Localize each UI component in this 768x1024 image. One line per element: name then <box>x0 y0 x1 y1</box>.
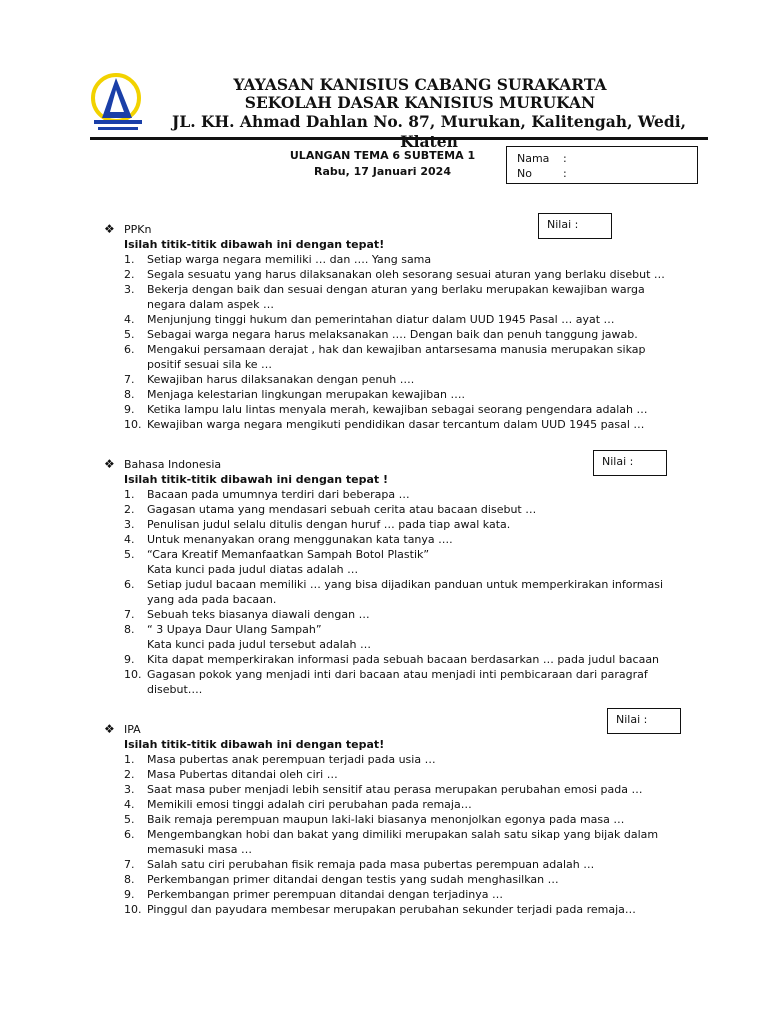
question-item <box>104 577 667 607</box>
question-number: 7. <box>124 373 135 386</box>
question-item <box>104 402 667 417</box>
question-number: 5. <box>124 328 135 341</box>
question-item <box>104 667 667 697</box>
question-item <box>104 622 667 652</box>
question-list <box>104 752 667 917</box>
question-text: Kewajiban harus dilaksanakan dengan penuh …. <box>147 373 415 386</box>
score-box-ipa: Nilai : <box>607 708 681 734</box>
section-ipa <box>104 722 667 917</box>
question-number: 2. <box>124 768 135 781</box>
question-text: Kita dapat memperkirakan informasi pada sebuah bacaan berdasarkan … pada judul bacaan <box>147 653 660 666</box>
question-number: 9. <box>124 403 135 416</box>
question-item <box>104 312 667 327</box>
question-number: 6. <box>124 343 135 356</box>
question-text: Masa Pubertas ditandai oleh ciri … <box>147 768 338 781</box>
diamond-bullet-icon: ❖ <box>104 722 115 736</box>
question-number: 4. <box>124 798 135 811</box>
question-item <box>104 752 667 767</box>
question-number: 6. <box>124 828 135 841</box>
question-number: 5. <box>124 548 135 561</box>
question-number: 1. <box>124 488 135 501</box>
question-item <box>104 282 667 312</box>
section-instruction: Isilah titik-titik dibawah ini dengan tepat! <box>124 238 385 251</box>
question-text: Kewajiban warga negara mengikuti pendidikan dasar tercantum dalam UUD 1945 pasal … <box>147 418 645 431</box>
question-text: Segala sesuatu yang harus dilaksanakan oleh sesorang sesuai aturan yang berlaku disebut … <box>147 268 665 281</box>
question-text: Bekerja dengan baik dan sesuai dengan aturan yang berlaku merupakan kewajiban warga negara dalam aspek … <box>147 283 645 311</box>
question-text: “Cara Kreatif Memanfaatkan Sampah Botol Plastik” <box>147 548 430 561</box>
question-number: 5. <box>124 813 135 826</box>
question-number: 10. <box>124 668 142 681</box>
question-text: Perkembangan primer perempuan ditandai dengan terjadinya … <box>147 888 504 901</box>
question-number: 8. <box>124 623 135 636</box>
question-number: 4. <box>124 313 135 326</box>
section-ppkn <box>104 222 667 432</box>
question-text: Gagasan pokok yang menjadi inti dari bacaan atau menjadi inti pembicaraan dari paragraf disebut…. <box>147 668 648 696</box>
question-item <box>104 517 667 532</box>
section-title: PPKn <box>124 223 152 236</box>
question-text: Baik remaja perempuan maupun laki-laki biasanya menonjolkan egonya pada masa … <box>147 813 625 826</box>
score-box-ppkn: Nilai : <box>538 213 612 239</box>
question-item <box>104 532 667 547</box>
question-text: Masa pubertas anak perempuan terjadi pada usia … <box>147 753 436 766</box>
school-address: JL. KH. Ahmad Dahlan No. 87, Murukan, Kalitengah, Wedi, Klaten <box>171 112 686 151</box>
question-text: Untuk menanyakan orang menggunakan kata tanya …. <box>147 533 453 546</box>
question-item <box>104 902 667 917</box>
exam-date: Rabu, 17 Januari 2024 <box>314 165 451 178</box>
question-number: 7. <box>124 858 135 871</box>
question-number: 10. <box>124 418 142 431</box>
question-item <box>104 417 667 432</box>
question-item <box>104 267 667 282</box>
question-number: 9. <box>124 653 135 666</box>
question-item <box>104 607 667 622</box>
question-text: “ 3 Upaya Daur Ulang Sampah” <box>147 623 322 636</box>
question-number: 7. <box>124 608 135 621</box>
question-number: 2. <box>124 268 135 281</box>
question-item <box>104 797 667 812</box>
school-name: SEKOLAH DASAR KANISIUS MURUKAN <box>244 93 596 112</box>
question-number: 3. <box>124 518 135 531</box>
question-list <box>104 487 667 697</box>
question-item <box>104 872 667 887</box>
foundation-name: YAYASAN KANISIUS CABANG SURAKARTA <box>233 75 607 94</box>
question-item <box>104 372 667 387</box>
question-text: Mengembangkan hobi dan bakat yang dimiliki merupakan salah satu sikap yang bijak dalam memasuki masa … <box>147 828 659 856</box>
question-number: 2. <box>124 503 135 516</box>
question-number: 9. <box>124 888 135 901</box>
header-divider <box>90 137 708 140</box>
question-text: Ketika lampu lalu lintas menyala merah, kewajiban sebagai seorang pengendara adalah … <box>147 403 648 416</box>
question-text: Pinggul dan payudara membesar merupakan perubahan sekunder terjadi pada remaja… <box>147 903 636 916</box>
question-text: Sebuah teks biasanya diawali dengan … <box>147 608 370 621</box>
question-item <box>104 487 667 502</box>
question-number: 3. <box>124 283 135 296</box>
question-text: Mengakui persamaan derajat , hak dan kewajiban antarsesama manusia merupakan sikap positif sesuai sila ke … <box>147 343 646 371</box>
question-item <box>104 857 667 872</box>
question-item <box>104 387 667 402</box>
question-item <box>104 342 667 372</box>
question-text: Sebagai warga negara harus melaksanakan …. Dengan baik dan penuh tanggung jawab. <box>147 328 638 341</box>
question-text: Setiap warga negara memiliki … dan …. Yang sama <box>147 253 432 266</box>
question-text: Menjunjung tinggi hukum dan pemerintahan diatur dalam UUD 1945 Pasal … ayat … <box>147 313 615 326</box>
section-title: IPA <box>124 723 141 736</box>
school-header <box>90 72 710 151</box>
question-item <box>104 887 667 902</box>
score-box-bahasa: Nilai : <box>593 450 667 476</box>
question-text: Gagasan utama yang mendasari sebuah cerita atau bacaan disebut … <box>147 503 537 516</box>
question-text: Menjaga kelestarian lingkungan merupakan kewajiban …. <box>147 388 465 401</box>
question-number: 8. <box>124 388 135 401</box>
question-subtext: Kata kunci pada judul diatas adalah … <box>147 563 359 576</box>
section-title: Bahasa Indonesia <box>124 458 222 471</box>
name-colon: : <box>563 152 567 165</box>
question-number: 10. <box>124 903 142 916</box>
question-item <box>104 547 667 577</box>
identity-box <box>506 146 698 184</box>
question-text: Bacaan pada umumnya terdiri dari beberapa … <box>147 488 410 501</box>
question-text: Penulisan judul selalu ditulis dengan huruf … pada tiap awal kata. <box>147 518 511 531</box>
section-instruction: Isilah titik-titik dibawah ini dengan tepat! <box>124 738 385 751</box>
question-text: Salah satu ciri perubahan fisik remaja pada masa pubertas perempuan adalah … <box>147 858 595 871</box>
question-number: 1. <box>124 753 135 766</box>
section-instruction: Isilah titik-titik dibawah ini dengan tepat ! <box>124 473 389 486</box>
name-label: Nama <box>517 152 550 165</box>
question-number: 8. <box>124 873 135 886</box>
question-text: Memikili emosi tinggi adalah ciri perubahan pada remaja… <box>147 798 472 811</box>
question-item <box>104 782 667 797</box>
diamond-bullet-icon: ❖ <box>104 222 115 236</box>
exam-title-block <box>255 148 510 180</box>
number-label: No <box>517 167 532 180</box>
question-item <box>104 502 667 517</box>
question-text: Setiap judul bacaan memiliki … yang bisa dijadikan panduan untuk memperkirakan informasi yang ada pada bacaan. <box>147 578 664 606</box>
question-number: 1. <box>124 253 135 266</box>
number-colon: : <box>563 167 567 180</box>
question-number: 4. <box>124 533 135 546</box>
question-number: 6. <box>124 578 135 591</box>
diamond-bullet-icon: ❖ <box>104 457 115 471</box>
question-subtext: Kata kunci pada judul tersebut adalah … <box>147 638 371 651</box>
question-item <box>104 652 667 667</box>
question-item <box>104 827 667 857</box>
question-item <box>104 327 667 342</box>
question-item <box>104 252 667 267</box>
exam-title: ULANGAN TEMA 6 SUBTEMA 1 <box>289 149 476 162</box>
section-bahasa-indonesia <box>104 457 667 697</box>
question-text: Perkembangan primer ditandai dengan testis yang sudah menghasilkan … <box>147 873 559 886</box>
question-list <box>104 252 667 432</box>
question-text: Saat masa puber menjadi lebih sensitif atau perasa merupakan perubahan emosi pada … <box>147 783 643 796</box>
question-number: 3. <box>124 783 135 796</box>
question-item <box>104 812 667 827</box>
question-item <box>104 767 667 782</box>
